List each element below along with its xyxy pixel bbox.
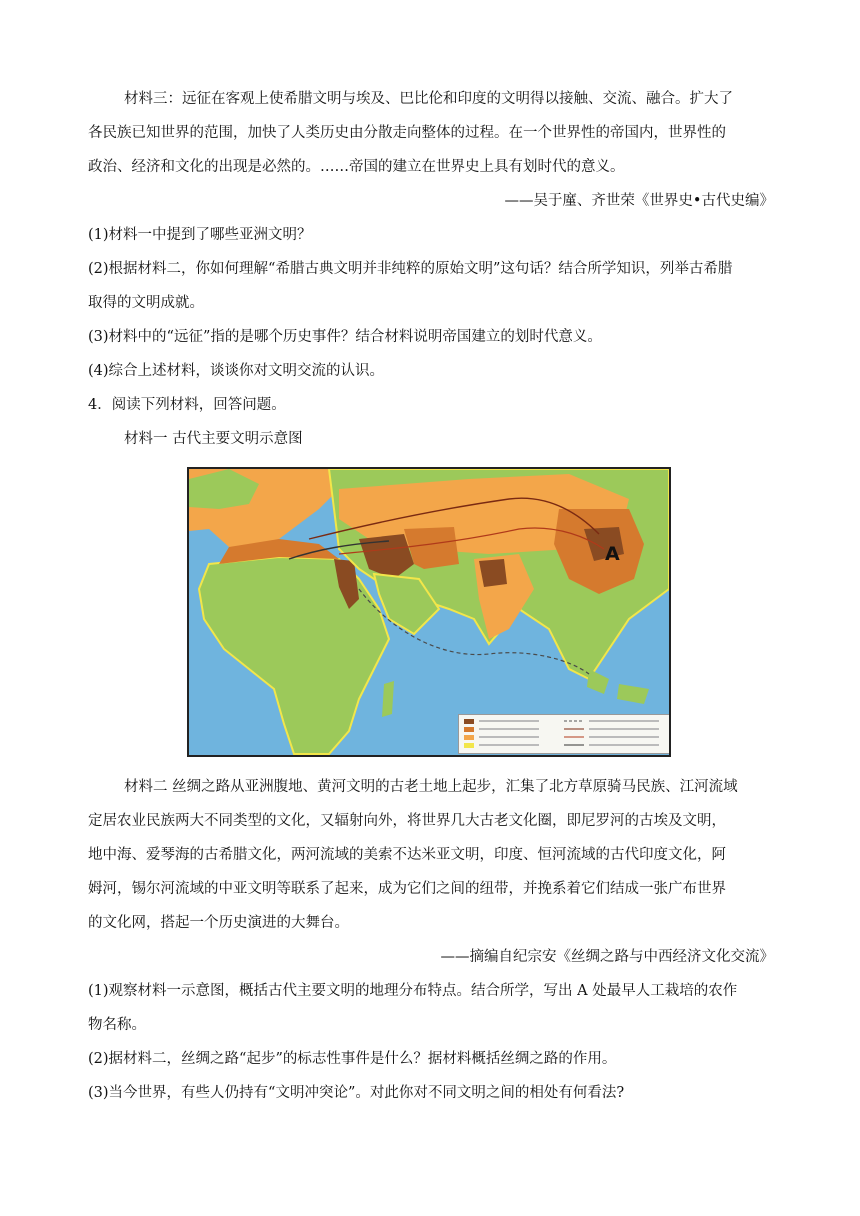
material2-line-5: 的文化网，搭起一个历史演进的大舞台。 [88,915,349,931]
legend-graphic [459,715,669,753]
question3-3: (3)材料中的“远征”指的是哪个历史事件？结合材料说明帝国建立的划时代意义。 [88,329,602,345]
material2-line-4: 姆河，锡尔河流域的中亚文明等联系了起来，成为它们之间的纽带，并挽系着它们结成一张广布世界 [88,881,726,897]
question3-2-cont: 取得的文明成就。 [88,295,204,311]
question4-title: 4．阅读下列材料，回答问题。 [88,397,286,413]
material3-source: ——吴于廑、齐世荣《世界史•古代史编》 [504,193,774,209]
question4-1-cont: 物名称。 [88,1017,146,1033]
indus-civilization [479,559,507,587]
map-marker-a: A [605,543,620,565]
material2-source: ——摘编自纪宗安《丝绸之路与中西经济文化交流》 [440,949,774,965]
material3-line-2: 各民族已知世界的范围，加快了人类历史由分散走向整体的过程。在一个世界性的帝国内，世界性的 [88,125,726,141]
material2-line-3: 地中海、爱琴海的古希腊文化，两河流域的美索不达米亚文明，印度、恒河流域的古代印度文化，阿 [88,847,726,863]
question3-1: (1)材料一中提到了哪些亚洲文明？ [88,227,312,243]
question3-2: (2)根据材料二，你如何理解“希腊古典文明并非纯粹的原始文明”这句话？结合所学知识，列举古希腊 [88,261,733,277]
question4-3: (3)当今世界，有些人仍持有“文明冲突论”。对此你对不同文明之间的相处有何看法? [88,1085,625,1101]
material3-line-3: 政治、经济和文化的出现是必然的。……帝国的建立在世界史上具有划时代的意义。 [88,159,625,175]
question3-4: (4)综合上述材料，谈谈你对文明交流的认识。 [88,363,385,379]
material2-line-2: 定居农业民族两大不同类型的文化，又辐射向外，将世界几大古老文化圈，即尼罗河的古埃及文明， [88,813,726,829]
question4-2: (2)据材料二，丝绸之路“起步”的标志性事件是什么？据材料概括丝绸之路的作用。 [88,1051,617,1067]
material3-line-1: 材料三：远征在客观上使希腊文明与埃及、巴比伦和印度的文明得以接触、交流、融合。扩大了 [124,91,733,107]
map-legend [458,714,670,754]
question4-1: (1)观察材料一示意图，概括古代主要文明的地理分布特点。结合所学，写出 A 处最早人工栽培的农作 [88,983,738,999]
civilization-map [187,467,671,757]
map-graphic [189,469,669,755]
material1-caption: 材料一 古代主要文明示意图 [124,431,303,447]
material2-line-1: 材料二 丝绸之路从亚洲腹地、黄河文明的古老土地上起步，汇集了北方草原骑马民族、江河流域 [124,779,738,795]
